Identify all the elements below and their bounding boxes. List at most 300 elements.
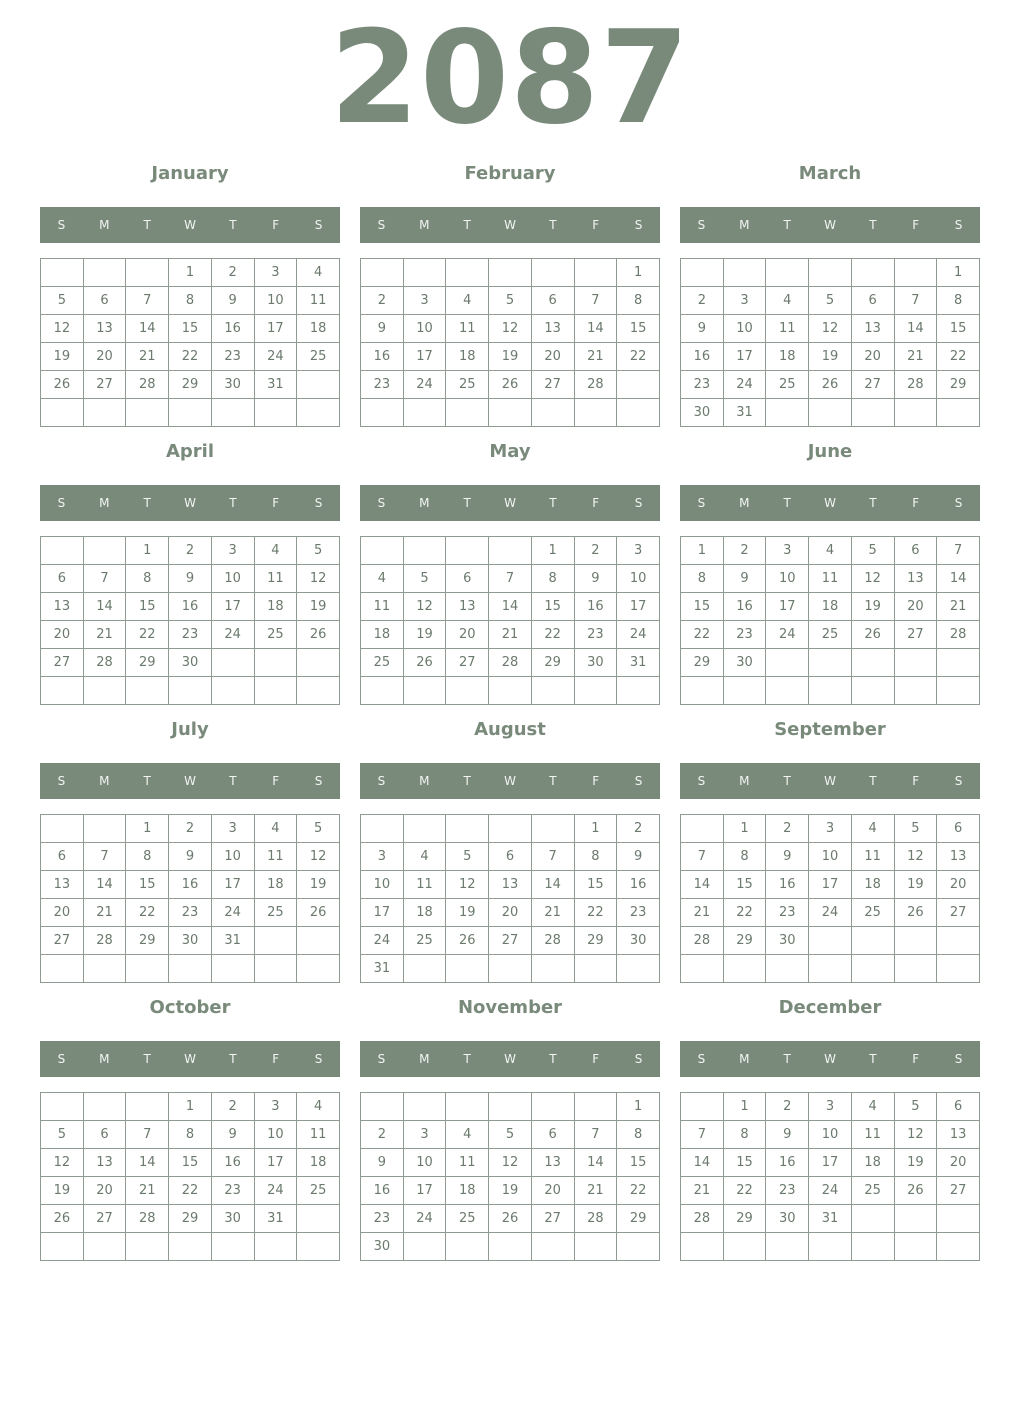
day-cell: 20 [83,343,126,371]
empty-day-cell [446,815,489,843]
day-cell: 15 [531,593,574,621]
weekday-header [680,1041,980,1077]
day-cell: 9 [766,843,809,871]
day-grid [680,536,980,705]
day-cell: 13 [83,1149,126,1177]
day-cell: 23 [361,1205,404,1233]
empty-day-cell [681,677,724,705]
day-cell: 3 [766,537,809,565]
empty-day-cell [766,649,809,677]
weekday-label: S [314,774,323,788]
empty-day-cell [41,677,84,705]
day-cell: 9 [681,315,724,343]
weekday-label: T [783,774,791,788]
empty-day-cell [617,371,660,399]
day-cell: 1 [723,1093,766,1121]
weekday-label: W [504,774,516,788]
empty-day-cell [41,259,84,287]
day-cell: 1 [126,537,169,565]
day-cell: 24 [766,621,809,649]
day-cell: 17 [254,1149,297,1177]
day-cell: 23 [169,621,212,649]
day-cell: 12 [851,565,894,593]
day-cell: 17 [809,1149,852,1177]
day-cell: 2 [211,259,254,287]
day-cell: 18 [403,899,446,927]
week-row [361,649,660,677]
day-cell: 29 [169,1205,212,1233]
week-row [41,371,340,399]
day-cell: 13 [851,315,894,343]
day-cell: 15 [169,1149,212,1177]
empty-day-cell [403,537,446,565]
day-cell: 5 [403,565,446,593]
empty-day-cell [297,677,340,705]
month-title: November [457,997,563,1018]
day-cell: 2 [361,287,404,315]
weekday-label: T [549,218,557,232]
week-row [681,315,980,343]
day-cell: 9 [723,565,766,593]
day-cell: 27 [937,1177,980,1205]
weekday-label: T [143,496,151,510]
weekday-header [40,763,340,799]
day-cell: 3 [361,843,404,871]
day-cell: 15 [169,315,212,343]
day-cell: 5 [851,537,894,565]
day-cell: 16 [723,593,766,621]
day-grid [680,814,980,983]
day-cell: 19 [403,621,446,649]
day-cell: 15 [723,871,766,899]
week-row [361,815,660,843]
day-cell: 8 [126,565,169,593]
week-row [681,371,980,399]
empty-day-cell [169,1233,212,1261]
day-cell: 22 [617,1177,660,1205]
empty-day-cell [894,677,937,705]
day-cell: 19 [446,899,489,927]
day-cell: 11 [766,315,809,343]
empty-day-cell [937,955,980,983]
day-cell: 8 [617,1121,660,1149]
day-cell: 7 [83,565,126,593]
day-cell: 6 [83,287,126,315]
day-cell: 8 [169,1121,212,1149]
week-row [41,1205,340,1233]
week-row [41,843,340,871]
week-row [681,1233,980,1261]
day-cell: 22 [169,1177,212,1205]
weekday-label: W [824,496,836,510]
day-cell: 21 [126,343,169,371]
day-cell: 19 [297,871,340,899]
day-cell: 4 [403,843,446,871]
month-title: April [165,441,215,462]
week-row [41,259,340,287]
empty-day-cell [41,815,84,843]
day-cell: 29 [681,649,724,677]
empty-day-cell [851,677,894,705]
day-cell: 21 [681,1177,724,1205]
day-cell: 23 [766,899,809,927]
day-cell: 14 [894,315,937,343]
empty-day-cell [254,649,297,677]
day-cell: 9 [169,565,212,593]
empty-day-cell [297,399,340,427]
weekday-label: T [143,1052,151,1066]
day-cell: 10 [723,315,766,343]
day-cell: 25 [766,371,809,399]
day-cell: 6 [531,1121,574,1149]
day-cell: 28 [894,371,937,399]
day-cell: 12 [809,315,852,343]
empty-day-cell [297,649,340,677]
empty-day-cell [894,649,937,677]
day-cell: 29 [937,371,980,399]
day-cell: 8 [723,843,766,871]
day-cell: 14 [531,871,574,899]
empty-day-cell [126,399,169,427]
day-cell: 13 [937,1121,980,1149]
weekday-label: S [634,1052,643,1066]
empty-day-cell [126,1093,169,1121]
day-cell: 14 [489,593,532,621]
empty-day-cell [809,927,852,955]
day-grid [680,1092,980,1261]
week-row [41,565,340,593]
day-cell: 22 [574,899,617,927]
weekday-label: M [739,1052,750,1066]
day-cell: 15 [937,315,980,343]
day-cell: 29 [723,1205,766,1233]
weekday-label: M [739,774,750,788]
day-cell: 3 [723,287,766,315]
day-cell: 26 [489,371,532,399]
day-cell: 6 [851,287,894,315]
day-grid [360,814,660,983]
weekday-header [360,207,660,243]
day-cell: 24 [211,899,254,927]
week-row [681,1177,980,1205]
day-cell: 25 [851,899,894,927]
day-cell: 24 [403,371,446,399]
day-cell: 18 [297,1149,340,1177]
weekday-header [40,485,340,521]
week-row [681,565,980,593]
week-row [361,259,660,287]
weekday-label: T [229,496,237,510]
day-cell: 5 [809,287,852,315]
day-cell: 2 [361,1121,404,1149]
empty-day-cell [574,399,617,427]
day-cell: 3 [254,259,297,287]
empty-day-cell [361,677,404,705]
day-cell: 15 [617,1149,660,1177]
weekday-label: S [57,496,66,510]
day-cell: 10 [809,1121,852,1149]
empty-day-cell [574,1233,617,1261]
empty-day-cell [41,399,84,427]
empty-day-cell [809,677,852,705]
day-cell: 10 [809,843,852,871]
day-cell: 15 [126,871,169,899]
day-cell: 4 [766,287,809,315]
weekday-label: S [377,774,386,788]
day-cell: 14 [83,871,126,899]
weekday-label: T [869,496,877,510]
day-cell: 27 [83,371,126,399]
day-cell: 5 [894,815,937,843]
day-cell: 8 [169,287,212,315]
day-cell: 3 [403,287,446,315]
week-row [681,677,980,705]
weekday-label: M [419,496,430,510]
day-cell: 22 [126,621,169,649]
week-row [361,371,660,399]
day-cell: 11 [446,1149,489,1177]
weekday-label: F [912,774,920,788]
empty-day-cell [766,1233,809,1261]
day-cell: 11 [297,1121,340,1149]
weekday-label: S [697,496,706,510]
day-grid [40,814,340,983]
weekday-header [360,763,660,799]
empty-day-cell [83,1233,126,1261]
day-cell: 17 [211,871,254,899]
day-cell: 7 [894,287,937,315]
week-row [681,843,980,871]
week-row [681,1121,980,1149]
day-cell: 27 [851,371,894,399]
empty-day-cell [446,537,489,565]
week-row [681,815,980,843]
day-cell: 7 [126,1121,169,1149]
week-row [41,537,340,565]
empty-day-cell [169,677,212,705]
day-cell: 28 [574,371,617,399]
empty-day-cell [83,1093,126,1121]
empty-day-cell [681,259,724,287]
day-cell: 21 [126,1177,169,1205]
day-cell: 3 [403,1121,446,1149]
weekday-header [680,485,980,521]
day-cell: 6 [41,565,84,593]
weekday-label: S [697,774,706,788]
day-cell: 1 [169,1093,212,1121]
day-cell: 14 [574,1149,617,1177]
empty-day-cell [83,677,126,705]
weekday-label: S [634,218,643,232]
weekday-label: S [377,218,386,232]
week-row [41,1177,340,1205]
day-cell: 20 [41,899,84,927]
empty-day-cell [851,649,894,677]
weekday-label: F [592,218,600,232]
day-cell: 14 [126,1149,169,1177]
week-row [361,927,660,955]
day-cell: 30 [766,927,809,955]
weekday-label: S [377,496,386,510]
day-cell: 25 [297,1177,340,1205]
day-cell: 6 [937,815,980,843]
weekday-label: F [912,218,920,232]
day-cell: 22 [531,621,574,649]
day-cell: 14 [126,315,169,343]
day-cell: 14 [937,565,980,593]
weekday-label: S [314,496,323,510]
day-cell: 4 [851,815,894,843]
weekday-label: S [634,496,643,510]
weekday-label: W [504,218,516,232]
empty-day-cell [83,815,126,843]
week-row [681,537,980,565]
empty-day-cell [681,1093,724,1121]
weekday-label: T [463,1052,471,1066]
day-cell: 11 [809,565,852,593]
day-cell: 30 [574,649,617,677]
weekday-label: F [272,218,280,232]
empty-day-cell [894,955,937,983]
week-row [361,1121,660,1149]
day-cell: 20 [41,621,84,649]
month-title: February [464,163,556,184]
week-row [41,1121,340,1149]
day-cell: 25 [297,343,340,371]
day-cell: 18 [254,593,297,621]
day-cell: 22 [126,899,169,927]
day-cell: 26 [851,621,894,649]
day-cell: 18 [446,1177,489,1205]
day-cell: 4 [446,1121,489,1149]
empty-day-cell [41,537,84,565]
day-cell: 17 [211,593,254,621]
day-cell: 19 [41,1177,84,1205]
day-cell: 17 [809,871,852,899]
day-cell: 20 [894,593,937,621]
day-cell: 3 [254,1093,297,1121]
day-cell: 13 [531,315,574,343]
day-cell: 1 [574,815,617,843]
week-row [361,1093,660,1121]
day-cell: 13 [446,593,489,621]
empty-day-cell [403,399,446,427]
day-cell: 7 [83,843,126,871]
day-cell: 23 [211,1177,254,1205]
empty-day-cell [574,259,617,287]
day-cell: 21 [489,621,532,649]
week-row [41,593,340,621]
day-cell: 25 [403,927,446,955]
day-cell: 24 [809,1177,852,1205]
empty-day-cell [809,955,852,983]
day-cell: 27 [894,621,937,649]
empty-day-cell [41,955,84,983]
empty-day-cell [809,649,852,677]
day-cell: 20 [531,1177,574,1205]
empty-day-cell [809,259,852,287]
day-cell: 28 [83,649,126,677]
empty-day-cell [681,815,724,843]
week-row [681,1205,980,1233]
day-cell: 9 [211,287,254,315]
day-cell: 8 [531,565,574,593]
weekday-label: F [592,774,600,788]
empty-day-cell [723,259,766,287]
empty-day-cell [489,1093,532,1121]
weekday-label: W [824,218,836,232]
day-cell: 23 [681,371,724,399]
weekday-label: F [912,496,920,510]
day-cell: 4 [297,259,340,287]
day-cell: 25 [361,649,404,677]
weekday-label: T [229,774,237,788]
week-row [361,537,660,565]
day-cell: 9 [169,843,212,871]
empty-day-cell [211,1233,254,1261]
week-row [681,259,980,287]
day-cell: 1 [617,259,660,287]
day-cell: 9 [361,315,404,343]
weekday-label: S [377,1052,386,1066]
day-cell: 29 [574,927,617,955]
weekday-label: T [549,496,557,510]
day-cell: 27 [531,1205,574,1233]
day-cell: 1 [531,537,574,565]
week-row [361,1177,660,1205]
day-cell: 30 [723,649,766,677]
day-cell: 16 [617,871,660,899]
month-title: January [151,163,229,184]
day-cell: 5 [41,287,84,315]
day-cell: 30 [211,1205,254,1233]
day-cell: 18 [809,593,852,621]
day-cell: 31 [211,927,254,955]
day-cell: 28 [681,1205,724,1233]
weekday-header [680,763,980,799]
empty-day-cell [211,399,254,427]
weekday-label: M [99,1052,110,1066]
day-cell: 1 [169,259,212,287]
empty-day-cell [361,1093,404,1121]
month-title: August [474,719,546,740]
day-cell: 23 [766,1177,809,1205]
day-cell: 13 [894,565,937,593]
day-cell: 1 [681,537,724,565]
weekday-label: S [57,218,66,232]
day-cell: 13 [937,843,980,871]
day-cell: 30 [617,927,660,955]
day-cell: 28 [126,371,169,399]
day-cell: 21 [894,343,937,371]
empty-day-cell [83,955,126,983]
day-cell: 1 [937,259,980,287]
weekday-label: W [504,496,516,510]
day-cell: 22 [681,621,724,649]
day-cell: 15 [574,871,617,899]
weekday-label: S [954,218,963,232]
empty-day-cell [617,955,660,983]
day-cell: 26 [489,1205,532,1233]
day-cell: 6 [446,565,489,593]
empty-day-cell [937,649,980,677]
day-cell: 5 [446,843,489,871]
weekday-label: F [272,1052,280,1066]
empty-day-cell [851,955,894,983]
weekday-label: S [634,774,643,788]
day-cell: 20 [531,343,574,371]
day-cell: 2 [574,537,617,565]
